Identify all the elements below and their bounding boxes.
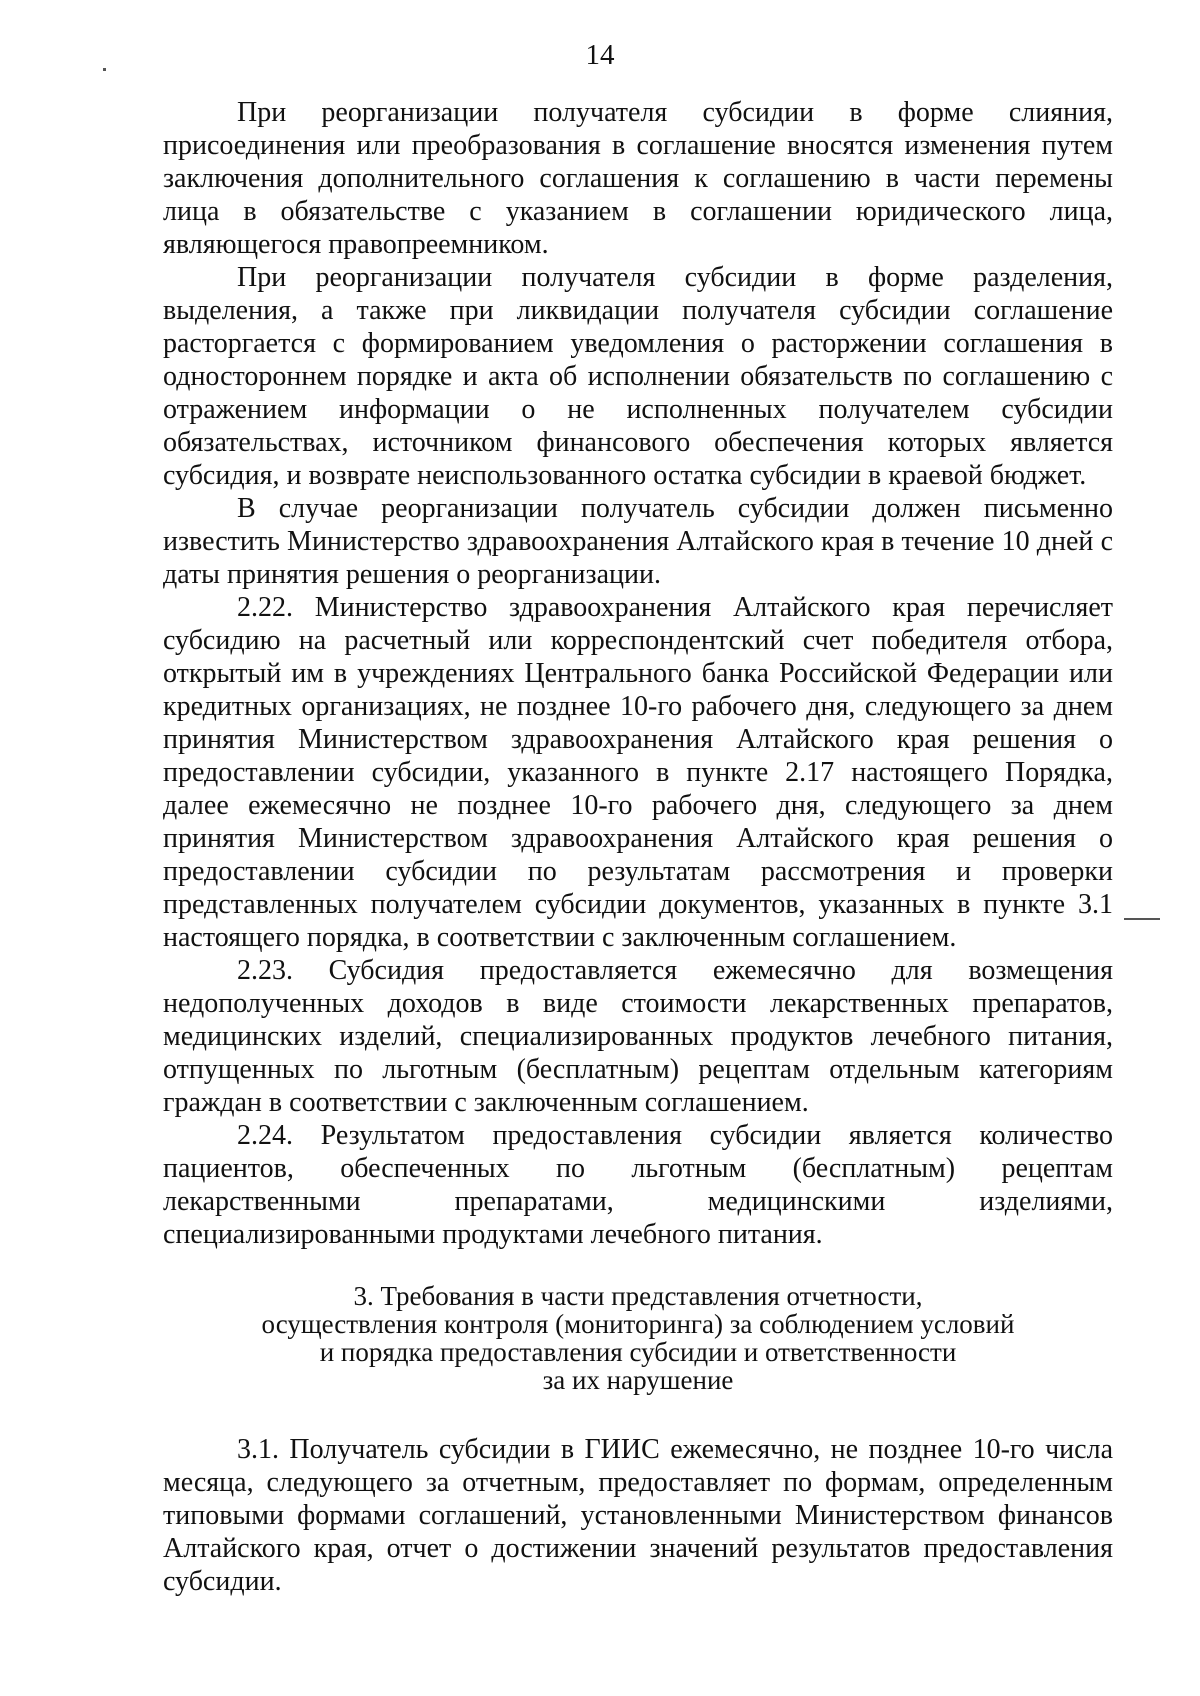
heading-line: за их нарушение [542, 1365, 734, 1395]
heading-line: 3. Требования в части представления отчетности, [353, 1281, 923, 1311]
scan-dash-mark [1124, 918, 1160, 920]
paragraph-reorganization-notice: В случае реорганизации получатель субсидии должен письменно известить Министерство здравоохранения Алтайского края в течение 10 дней с даты принятия решения о реорганизации. [163, 493, 1113, 590]
heading-line: осуществления контроля (мониторинга) за соблюдением условий [261, 1309, 1015, 1339]
paragraph-2-24: 2.24. Результатом предоставления субсидии является количество пациентов, обеспеченных по льготным (бесплатным) рецептам лекарственными препаратами, медицинскими изделиями, специализированными продуктами лечебного питания. [163, 1120, 1113, 1250]
paragraph-2-23: 2.23. Субсидия предоставляется ежемесячно для возмещения недополученных доходов в виде стоимости лекарственных препаратов, медицинских изделий, специализированных продуктов лечебного питания, отпущенных по льготным (бесплатным) рецептам отдельным категориям граждан в соответствии с заключенным соглашением. [163, 955, 1113, 1118]
heading-line: и порядка предоставления субсидии и ответственности [319, 1337, 957, 1367]
page-number: 14 [585, 39, 615, 71]
paragraph-2-22: 2.22. Министерство здравоохранения Алтайского края перечисляет субсидию на расчетный или корреспондентский счет победителя отбора, открытый им в учреждениях Центрального банка Российской Федерации или кредитных организациях, не позднее 10-го рабочего дня, следующего за днем принятия Министерством здравоохранения Алтайского края решения о предоставлении субсидии, указанного в пункте 2.17 настоящего Порядка, далее ежемесячно не позднее 10-го рабочего дня, следующего за днем принятия Министерством здравоохранения Алтайского края решения о предоставлении субсидии по результатам рассмотрения и проверки представленных получателем субсидии документов, указанных в пункте 3.1 настоящего порядка, в соответствии с заключенным соглашением. [163, 592, 1113, 953]
document-body [163, 96, 1113, 1598]
paragraph-reorganization-division: При реорганизации получателя субсидии в форме разделения, выделения, а также при ликвидации получателя субсидии соглашение расторгается с формированием уведомления о расторжении соглашения в одностороннем порядке и акта об исполнении обязательств по соглашению с отражением информации о не исполненных получателем субсидии обязательствах, источником финансового обеспечения которых является субсидия, и возврате неиспользованного остатка субсидии в краевой бюджет. [163, 262, 1113, 491]
section-3-heading [163, 1282, 1113, 1394]
paragraph-reorganization-merger: При реорганизации получателя субсидии в форме слияния, присоединения или преобразования в соглашение вносятся изменения путем заключения дополнительного соглашения к соглашению в части перемены лица в обязательстве с указанием в соглашении юридического лица, являющегося правопреемником. [163, 97, 1113, 260]
paragraph-3-1: 3.1. Получатель субсидии в ГИИС ежемесячно, не позднее 10-го числа месяца, следующего за отчетным, предоставляет по формам, определенным типовыми формами соглашений, установленными Министерством финансов Алтайского края, отчет о достижении значений результатов предоставления субсидии. [163, 1434, 1113, 1597]
